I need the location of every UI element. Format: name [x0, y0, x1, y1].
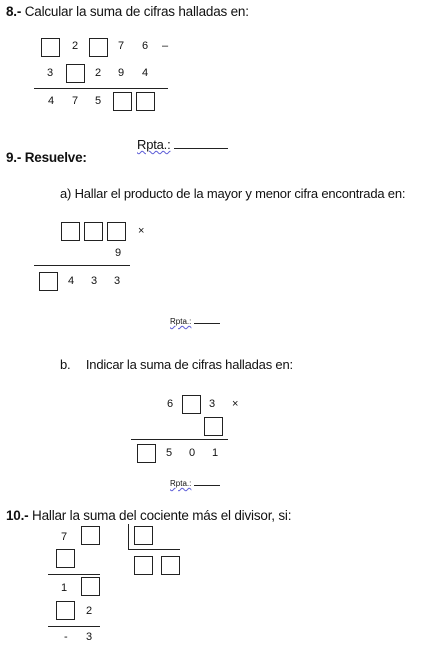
q9a-box-2[interactable] — [84, 222, 103, 241]
division-bracket — [128, 549, 180, 550]
q8-digit: 7 — [118, 40, 125, 52]
q8-digit: 2 — [72, 40, 79, 52]
q8-box-3[interactable] — [66, 64, 85, 83]
q8-digit: 4 — [142, 67, 149, 79]
division-step-line — [48, 574, 100, 575]
answer-label: Rpta.: — [170, 317, 192, 326]
q9b-box-2[interactable] — [204, 417, 223, 436]
q9a-digit: 3 — [114, 275, 121, 287]
q9b-box-1[interactable] — [182, 395, 201, 414]
multiply-sign: × — [232, 398, 239, 410]
question-9-title: Resuelve: — [24, 150, 87, 165]
minus-sign: – — [162, 40, 169, 52]
answer-label: Rpta.: — [170, 479, 192, 488]
q9b-digit: 6 — [167, 398, 174, 410]
answer-blank[interactable] — [194, 485, 220, 486]
q9a-digit: 3 — [91, 275, 98, 287]
q9b-digit: 1 — [212, 447, 219, 459]
answer-blank[interactable] — [174, 148, 228, 149]
q9b-label: b. — [60, 357, 71, 372]
q9a-digit: 9 — [115, 247, 122, 259]
q8-answer — [137, 137, 228, 152]
question-10-heading — [6, 508, 291, 523]
q10-digit: 1 — [61, 582, 68, 594]
q10-digit: 7 — [61, 531, 68, 543]
answer-blank[interactable] — [194, 323, 220, 324]
q9a-box-3[interactable] — [107, 222, 126, 241]
q9b-answer — [170, 479, 220, 488]
q10-box-4[interactable] — [56, 601, 75, 620]
q8-box-4[interactable] — [113, 92, 132, 111]
q10-divisor-box[interactable] — [134, 526, 153, 545]
q10-box-1[interactable] — [81, 526, 100, 545]
question-10-title: Hallar la suma del cociente más el divisor, si: — [32, 508, 292, 523]
product-line — [131, 439, 228, 440]
q9b-digit: 0 — [189, 447, 196, 459]
q8-digit: 6 — [142, 40, 149, 52]
q10-digit: 3 — [86, 631, 93, 643]
q10-box-2[interactable] — [56, 549, 75, 568]
division-step-line — [48, 626, 100, 627]
q9a-box-4[interactable] — [39, 272, 58, 291]
q8-digit: 3 — [47, 67, 54, 79]
question-9-heading — [6, 150, 87, 165]
question-9-number: 9.- — [6, 150, 22, 165]
q9b-text: Indicar la suma de cifras halladas en: — [85, 357, 293, 372]
q8-digit: 7 — [72, 95, 79, 107]
q8-digit: 2 — [95, 67, 102, 79]
q9a-digit: 4 — [68, 275, 75, 287]
q8-digit: 5 — [95, 95, 102, 107]
q10-quotient-box-1[interactable] — [134, 556, 153, 575]
q10-quotient-box-2[interactable] — [161, 556, 180, 575]
multiply-sign: × — [138, 225, 145, 237]
q9b-digit: 3 — [209, 398, 216, 410]
q10-digit: 2 — [86, 605, 93, 617]
answer-label: Rpta.: — [137, 137, 171, 152]
sum-line — [34, 88, 168, 89]
division-bracket — [128, 524, 129, 550]
q9b-heading — [60, 357, 293, 372]
question-8-title: Calcular la suma de cifras halladas en: — [24, 4, 249, 19]
q9b-digit: 5 — [166, 447, 173, 459]
q8-digit: 9 — [118, 67, 125, 79]
q9a-text: a) Hallar el producto de la mayor y menor cifra encontrada en: — [60, 186, 406, 201]
question-8-number: 8.- — [6, 4, 22, 19]
question-8-heading — [6, 4, 249, 19]
minus-sign: - — [64, 631, 68, 643]
q10-box-3[interactable] — [81, 577, 100, 596]
q8-box-1[interactable] — [41, 38, 60, 57]
q9b-box-3[interactable] — [137, 444, 156, 463]
product-line — [34, 265, 130, 266]
q8-digit: 4 — [48, 95, 55, 107]
q8-box-2[interactable] — [89, 38, 108, 57]
q9a-box-1[interactable] — [61, 222, 80, 241]
question-10-number: 10.- — [6, 508, 29, 523]
q9a-answer — [170, 317, 220, 326]
q8-box-5[interactable] — [136, 92, 155, 111]
